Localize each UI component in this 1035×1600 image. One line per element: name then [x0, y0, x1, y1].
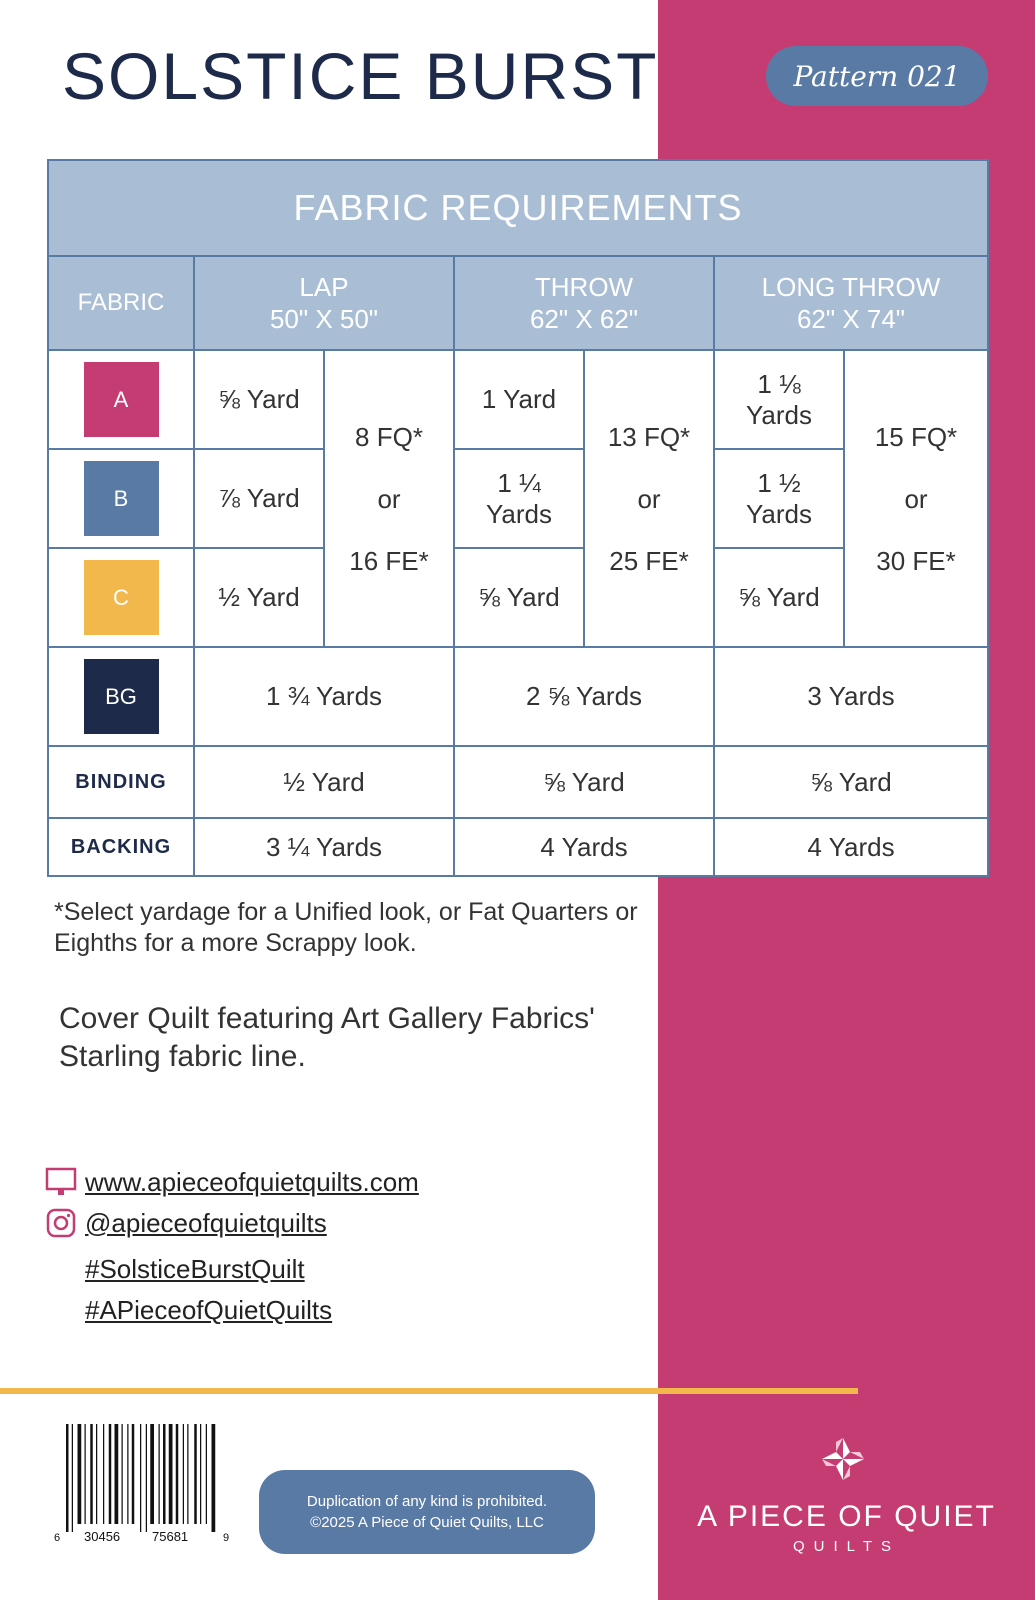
fe-value: 16 FE*: [349, 545, 429, 576]
barcode-bar: [146, 1424, 147, 1532]
cover-quilt-note: Cover Quilt featuring Art Gallery Fabrics' Starling fabric line.: [59, 1002, 595, 1073]
fabric-swatch-bg: BG: [84, 659, 159, 734]
table-cell: 3 ¼ Yards: [194, 818, 454, 876]
table-cell: 2 ⅝ Yards: [454, 647, 714, 746]
table-cell: ⅝ Yard: [194, 350, 324, 449]
fabric-swatch-c: C: [84, 560, 159, 635]
brand-subtitle: QUILTS: [792, 1538, 901, 1555]
table-cell: ⅝ Yard: [714, 548, 844, 647]
fq-cell-long-throw: [844, 350, 988, 647]
barcode-bar: [176, 1424, 179, 1524]
row-label-backing: BACKING: [48, 818, 194, 876]
fq-value: 8 FQ*: [355, 421, 423, 452]
cell-text: 1 ½ Yards: [746, 467, 812, 529]
barcode-bar: [159, 1424, 160, 1524]
barcode-bar: [90, 1424, 93, 1524]
table-cell: 1 ¾ Yards: [194, 647, 454, 746]
table-cell: ⅞ Yard: [194, 449, 324, 548]
fabric-swatch-cell: [48, 449, 194, 548]
row-label-binding: BINDING: [48, 746, 194, 818]
barcode: [54, 1424, 234, 1548]
yardage-footnote: *Select yardage for a Unified look, or Fat Quarters or Eighths for a more Scrappy look.: [54, 898, 638, 957]
fabric-swatch-cell: [48, 548, 194, 647]
barcode-bar: [66, 1424, 69, 1532]
fabric-swatch-b: B: [84, 461, 159, 536]
column-size: 50" X 50": [269, 304, 379, 334]
instagram-link-row: [45, 1207, 327, 1239]
table-cell: ⅝ Yard: [714, 746, 988, 818]
column-size: 62" X 74": [796, 304, 906, 334]
monitor-icon: [45, 1166, 77, 1198]
barcode-bar: [72, 1424, 73, 1532]
table-row-backing: [48, 818, 988, 876]
copyright-notice: [259, 1470, 595, 1554]
fq-cell-lap: [324, 350, 454, 647]
column-name: LONG THROW: [761, 272, 941, 302]
table-cell: 4 Yards: [714, 818, 988, 876]
website-link-row: [45, 1166, 419, 1198]
barcode-bar: [212, 1424, 216, 1532]
cell-text: 1 ¼ Yards: [486, 467, 552, 529]
fabric-swatch-cell: [48, 350, 194, 449]
duplication-text: Duplication of any kind is prohibited.: [306, 1493, 548, 1510]
pattern-number-badge: Pattern 021: [766, 46, 988, 106]
column-header-throw: [454, 256, 714, 350]
column-size: 62" X 62": [529, 304, 639, 334]
barcode-bar: [109, 1424, 112, 1524]
table-row-binding: [48, 746, 988, 818]
barcode-bar: [169, 1424, 173, 1524]
table-cell: ⅝ Yard: [454, 746, 714, 818]
column-name: THROW: [534, 272, 634, 302]
hashtag-a-piece-of-quiet[interactable]: #APieceofQuietQuilts: [85, 1295, 333, 1325]
table-cell: ½ Yard: [194, 746, 454, 818]
column-name: LAP: [299, 272, 349, 302]
barcode-bar: [200, 1424, 201, 1524]
fabric-swatch-cell: [48, 647, 194, 746]
barcode-bar: [96, 1424, 97, 1524]
fq-cell-throw: [584, 350, 714, 647]
barcode-bar: [183, 1424, 184, 1524]
barcode-bar: [140, 1424, 141, 1532]
cell-text: 1 ⅛ Yards: [746, 368, 812, 430]
column-header-fabric: FABRIC: [48, 256, 194, 350]
barcode-bar: [132, 1424, 135, 1524]
table-cell: 4 Yards: [454, 818, 714, 876]
table-row-a: [48, 350, 988, 449]
barcode-bar: [163, 1424, 166, 1524]
table-cell: 3 Yards: [714, 647, 988, 746]
fq-value: 13 FQ*: [607, 421, 691, 452]
barcode-digit: 75681: [152, 1529, 189, 1544]
table-cell: [454, 449, 584, 548]
table-cell: [714, 350, 844, 449]
copyright-text: ©2025 A Piece of Quiet Quilts, LLC: [310, 1514, 544, 1531]
website-link[interactable]: www.apieceofquietquilts.com: [85, 1166, 419, 1197]
table-title: FABRIC REQUIREMENTS: [48, 160, 988, 256]
column-header-long-throw: [714, 256, 988, 350]
barcode-digit: 9: [223, 1532, 230, 1544]
table-cell: [714, 449, 844, 548]
barcode-bar: [206, 1424, 207, 1524]
table-row-bg: [48, 647, 988, 746]
barcode-bar: [187, 1424, 188, 1524]
barcode-bar: [85, 1424, 86, 1524]
hashtag-solstice-burst[interactable]: #SolsticeBurstQuilt: [85, 1254, 305, 1284]
fq-value: 15 FQ*: [874, 421, 958, 452]
fq-or: or: [904, 483, 928, 514]
table-cell: ½ Yard: [194, 548, 324, 647]
fabric-requirements-table: [47, 159, 989, 877]
barcode-digit: 6: [54, 1532, 61, 1544]
yellow-divider: [0, 1388, 858, 1394]
barcode-bar: [194, 1424, 197, 1524]
brand-name: A PIECE OF QUIET: [697, 1500, 996, 1533]
column-header-lap: [194, 256, 454, 350]
instagram-link[interactable]: @apieceofquietquilts: [85, 1207, 327, 1238]
barcode-bar: [150, 1424, 154, 1524]
barcode-digit: 30456: [84, 1529, 121, 1544]
fe-value: 30 FE*: [876, 545, 956, 576]
fq-or: or: [377, 483, 401, 514]
table-cell: 1 Yard: [454, 350, 584, 449]
fabric-swatch-a: A: [84, 362, 159, 437]
pinwheel-logo-icon: [820, 1436, 866, 1482]
page-title: SOLSTICE BURST: [62, 39, 659, 113]
fe-value: 25 FE*: [609, 545, 689, 576]
barcode-bar: [122, 1424, 123, 1524]
barcode-bar: [103, 1424, 104, 1524]
barcode-bar: [78, 1424, 82, 1524]
instagram-icon: [45, 1207, 77, 1239]
barcode-bar: [115, 1424, 119, 1524]
barcode-bar: [127, 1424, 128, 1524]
table-cell: ⅝ Yard: [454, 548, 584, 647]
fq-or: or: [637, 483, 661, 514]
